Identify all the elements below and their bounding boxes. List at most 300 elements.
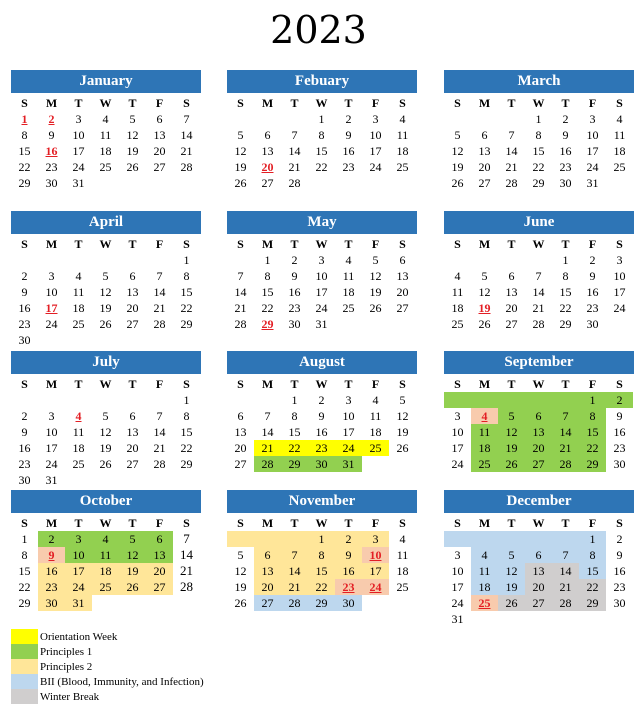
week-row	[11, 143, 201, 159]
empty-cell	[254, 111, 281, 127]
empty-cell	[119, 472, 146, 488]
day-cell: 3	[372, 112, 379, 126]
day-cell: 17	[451, 441, 464, 455]
day-cell: 28	[281, 595, 308, 611]
month-april	[11, 211, 201, 348]
day-cell: 8	[183, 269, 190, 283]
week-row	[444, 284, 634, 300]
day-cell: 21	[180, 563, 193, 578]
empty-cell	[227, 392, 254, 408]
empty-cell	[362, 175, 389, 191]
day-cell: 28	[180, 579, 193, 594]
day-cell: 23	[18, 317, 31, 331]
day-cell: 4	[471, 408, 498, 424]
day-cell: 17	[65, 563, 92, 579]
day-cell: 3	[345, 393, 352, 407]
day-cell: 4	[92, 531, 119, 547]
day-cell: 3	[75, 112, 82, 126]
day-cell: 16	[315, 425, 328, 439]
weekday-label: T	[74, 377, 83, 391]
day-cell: 11	[72, 425, 85, 439]
weekday-row	[227, 376, 417, 392]
day-cell: 5	[102, 269, 109, 283]
day-cell: 27	[254, 595, 281, 611]
day-cell: 15	[180, 285, 193, 299]
day-cell: 29	[18, 596, 31, 610]
day-cell: 9	[616, 409, 623, 423]
legend-item	[11, 644, 204, 659]
day-cell: 24	[335, 440, 362, 456]
day-cell: 1	[318, 112, 325, 126]
day-cell: 4	[102, 112, 109, 126]
day-cell: 11	[92, 547, 119, 563]
day-cell: 23	[38, 579, 65, 595]
day-cell: 8	[291, 409, 298, 423]
day-cell: 10	[613, 269, 626, 283]
day-cell: 18	[451, 301, 464, 315]
day-cell: 30	[38, 595, 65, 611]
day-cell: 13	[126, 425, 139, 439]
empty-cell	[389, 175, 416, 191]
empty-cell	[552, 392, 579, 408]
weekday-label: M	[261, 237, 274, 251]
empty-cell	[65, 332, 92, 348]
day-cell: 20	[254, 579, 281, 595]
month-header: April	[11, 211, 201, 234]
week-row	[444, 595, 634, 611]
month-december	[444, 490, 634, 627]
day-cell: 12	[119, 547, 146, 563]
day-cell: 25	[92, 579, 119, 595]
month-header: Febuary	[227, 70, 417, 93]
empty-cell	[498, 111, 525, 127]
empty-cell	[444, 392, 471, 408]
day-cell: 14	[180, 547, 193, 562]
day-cell: 22	[18, 580, 31, 594]
day-cell: 10	[586, 128, 599, 142]
weekday-row	[11, 376, 201, 392]
day-cell: 2	[21, 269, 28, 283]
day-cell: 5	[372, 253, 379, 267]
day-cell: 2	[48, 112, 55, 126]
weekday-label: T	[128, 377, 137, 391]
day-cell: 11	[451, 285, 464, 299]
day-cell: 17	[45, 441, 58, 455]
day-cell: 1	[308, 531, 335, 547]
empty-cell	[525, 611, 552, 627]
day-cell: 27	[396, 301, 409, 315]
day-cell: 18	[92, 563, 119, 579]
day-cell: 3	[589, 112, 596, 126]
day-cell: 17	[362, 563, 389, 579]
day-cell: 23	[18, 457, 31, 471]
day-cell: 21	[288, 160, 301, 174]
week-row	[444, 547, 634, 563]
week-row	[11, 300, 201, 316]
day-cell: 15	[579, 563, 606, 579]
day-cell: 23	[288, 301, 301, 315]
week-row	[11, 111, 201, 127]
day-cell: 23	[308, 440, 335, 456]
day-cell: 20	[126, 301, 139, 315]
day-cell: 24	[72, 160, 85, 174]
day-cell: 1	[535, 112, 542, 126]
weekday-label: W	[532, 377, 545, 391]
day-cell: 27	[525, 595, 552, 611]
legend-swatch	[11, 689, 38, 704]
day-cell: 18	[471, 579, 498, 595]
weekday-label: S	[21, 516, 28, 530]
day-cell: 2	[606, 392, 633, 408]
day-cell: 11	[396, 548, 409, 562]
weekday-label: T	[128, 516, 137, 530]
weekday-label: W	[315, 237, 328, 251]
day-cell: 21	[281, 579, 308, 595]
month-january	[11, 70, 201, 191]
week-row	[444, 316, 634, 332]
week-row	[227, 143, 417, 159]
day-cell: 13	[396, 269, 409, 283]
week-row	[11, 392, 201, 408]
day-cell: 24	[369, 160, 382, 174]
day-cell: 25	[613, 160, 626, 174]
weekday-label: F	[371, 516, 380, 530]
weekday-label: F	[371, 237, 380, 251]
day-cell: 5	[498, 547, 525, 563]
day-cell: 16	[45, 144, 58, 158]
month-febuary	[227, 70, 417, 191]
day-cell: 3	[48, 269, 55, 283]
empty-cell	[11, 392, 38, 408]
weekday-row	[227, 236, 417, 252]
empty-cell	[606, 175, 633, 191]
day-cell: 9	[21, 425, 28, 439]
day-cell: 26	[451, 176, 464, 190]
day-cell: 30	[559, 176, 572, 190]
empty-cell	[525, 252, 552, 268]
legend-item	[11, 689, 204, 704]
weekday-label: T	[561, 377, 570, 391]
day-cell: 29	[532, 176, 545, 190]
day-cell: 5	[129, 112, 136, 126]
week-row	[11, 284, 201, 300]
day-cell: 26	[99, 457, 112, 471]
week-row	[11, 440, 201, 456]
day-cell: 25	[396, 160, 409, 174]
weekday-label: T	[507, 237, 516, 251]
day-cell: 9	[38, 547, 65, 563]
day-cell: 8	[21, 548, 28, 562]
empty-cell	[65, 392, 92, 408]
empty-cell	[38, 252, 65, 268]
weekday-label: M	[45, 96, 58, 110]
day-cell: 26	[234, 176, 247, 190]
day-cell: 14	[234, 285, 247, 299]
empty-cell	[173, 332, 200, 348]
empty-cell	[38, 392, 65, 408]
day-cell: 20	[525, 579, 552, 595]
day-cell: 15	[559, 285, 572, 299]
day-cell: 8	[21, 128, 28, 142]
day-cell: 15	[288, 425, 301, 439]
day-cell: 9	[48, 128, 55, 142]
month-header: June	[444, 211, 634, 234]
day-cell: 28	[552, 595, 579, 611]
week-row	[227, 284, 417, 300]
weekday-label: T	[344, 237, 353, 251]
day-cell: 17	[451, 580, 464, 594]
day-cell: 10	[65, 547, 92, 563]
day-cell: 16	[613, 425, 626, 439]
day-cell: 15	[308, 563, 335, 579]
weekday-label: F	[371, 377, 380, 391]
month-july	[11, 351, 201, 488]
legend-swatch	[11, 659, 38, 674]
day-cell: 19	[369, 285, 382, 299]
month-august	[227, 351, 417, 472]
empty-cell	[308, 175, 335, 191]
week-row	[227, 159, 417, 175]
week-row	[444, 531, 634, 547]
weekday-label: S	[454, 516, 461, 530]
day-cell: 12	[234, 564, 247, 578]
weekday-row	[11, 515, 201, 531]
week-row	[227, 111, 417, 127]
empty-cell	[119, 332, 146, 348]
day-cell: 30	[335, 595, 362, 611]
day-cell: 11	[471, 563, 498, 579]
weekday-label: S	[183, 96, 190, 110]
day-cell: 27	[153, 160, 166, 174]
day-cell: 28	[153, 317, 166, 331]
weekday-label: T	[128, 237, 137, 251]
month-header: May	[227, 211, 417, 234]
day-cell: 31	[72, 176, 85, 190]
weekday-label: T	[344, 377, 353, 391]
day-cell: 10	[369, 128, 382, 142]
day-cell: 19	[126, 144, 139, 158]
day-cell: 30	[586, 317, 599, 331]
legend-label: BII (Blood, Immunity, and Infection)	[40, 675, 204, 688]
empty-cell	[444, 252, 471, 268]
day-cell: 12	[99, 425, 112, 439]
weekday-label: W	[315, 377, 328, 391]
weekday-row	[444, 236, 634, 252]
day-cell: 23	[559, 160, 572, 174]
empty-cell	[11, 252, 38, 268]
week-row	[227, 252, 417, 268]
day-cell: 23	[45, 160, 58, 174]
day-cell: 8	[535, 128, 542, 142]
week-row	[444, 392, 634, 408]
weekday-label: M	[261, 516, 274, 530]
day-cell: 16	[335, 563, 362, 579]
week-row	[11, 408, 201, 424]
empty-cell	[498, 392, 525, 408]
day-cell: 7	[183, 112, 190, 126]
day-cell: 31	[335, 456, 362, 472]
day-cell: 14	[180, 128, 193, 142]
day-cell: 13	[234, 425, 247, 439]
weekday-label: S	[399, 237, 406, 251]
day-cell: 17	[342, 425, 355, 439]
day-cell: 12	[99, 285, 112, 299]
weekday-label: T	[507, 516, 516, 530]
day-cell: 3	[362, 531, 389, 547]
day-cell: 28	[505, 176, 518, 190]
week-row	[227, 300, 417, 316]
legend-swatch	[11, 629, 38, 644]
day-cell: 2	[616, 532, 623, 546]
day-cell: 7	[535, 269, 542, 283]
day-cell: 20	[234, 441, 247, 455]
day-cell: 21	[254, 440, 281, 456]
day-cell: 9	[318, 409, 325, 423]
day-cell: 28	[552, 456, 579, 472]
week-row	[444, 159, 634, 175]
weekday-label: T	[344, 516, 353, 530]
month-june	[444, 211, 634, 332]
day-cell: 23	[613, 441, 626, 455]
weekday-label: S	[616, 96, 623, 110]
month-header: August	[227, 351, 417, 374]
week-row	[227, 408, 417, 424]
day-cell: 1	[21, 532, 28, 546]
day-cell: 6	[237, 409, 244, 423]
month-header: March	[444, 70, 634, 93]
empty-cell	[362, 456, 389, 472]
empty-cell	[471, 111, 498, 127]
day-cell: 26	[119, 579, 146, 595]
week-row	[444, 579, 634, 595]
day-cell: 6	[481, 128, 488, 142]
weekday-label: W	[532, 237, 545, 251]
day-cell: 14	[505, 144, 518, 158]
weekday-label: F	[371, 96, 380, 110]
day-cell: 21	[505, 160, 518, 174]
day-cell: 16	[18, 301, 31, 315]
day-cell: 15	[18, 564, 31, 578]
day-cell: 19	[99, 441, 112, 455]
day-cell: 27	[505, 317, 518, 331]
day-cell: 12	[498, 563, 525, 579]
weekday-label: W	[99, 96, 112, 110]
day-cell: 17	[369, 144, 382, 158]
week-row	[227, 563, 417, 579]
day-cell: 4	[616, 112, 623, 126]
day-cell: 13	[126, 285, 139, 299]
day-cell: 7	[291, 128, 298, 142]
weekday-label: S	[237, 237, 244, 251]
week-row	[444, 440, 634, 456]
day-cell: 16	[18, 441, 31, 455]
weekday-label: S	[21, 377, 28, 391]
weekday-label: T	[507, 377, 516, 391]
weekday-label: T	[561, 96, 570, 110]
week-row	[227, 424, 417, 440]
day-cell: 22	[532, 160, 545, 174]
empty-cell	[471, 611, 498, 627]
day-cell: 18	[99, 144, 112, 158]
week-row	[444, 175, 634, 191]
day-cell: 4	[399, 532, 406, 546]
day-cell: 9	[562, 128, 569, 142]
day-cell: 19	[234, 160, 247, 174]
day-cell: 3	[48, 409, 55, 423]
day-cell: 2	[335, 531, 362, 547]
empty-cell	[146, 252, 173, 268]
day-cell: 30	[613, 596, 626, 610]
day-cell: 1	[21, 112, 28, 126]
day-cell: 16	[342, 144, 355, 158]
day-cell: 30	[288, 317, 301, 331]
empty-cell	[173, 595, 200, 611]
day-cell: 1	[579, 392, 606, 408]
week-row	[11, 531, 201, 547]
empty-cell	[92, 392, 119, 408]
day-cell: 24	[315, 301, 328, 315]
day-cell: 22	[579, 440, 606, 456]
day-cell: 17	[315, 285, 328, 299]
day-cell: 19	[498, 440, 525, 456]
day-cell: 18	[72, 441, 85, 455]
empty-cell	[65, 472, 92, 488]
weekday-label: S	[399, 377, 406, 391]
week-row	[11, 268, 201, 284]
weekday-label: T	[74, 516, 83, 530]
week-row	[227, 127, 417, 143]
day-cell: 29	[18, 176, 31, 190]
day-cell: 11	[471, 424, 498, 440]
day-cell: 17	[586, 144, 599, 158]
day-cell: 6	[264, 128, 271, 142]
empty-cell	[498, 531, 525, 547]
legend-label: Principles 1	[40, 645, 93, 658]
weekday-label: T	[507, 96, 516, 110]
weekday-label: T	[74, 96, 83, 110]
day-cell: 4	[345, 253, 352, 267]
day-cell: 5	[102, 409, 109, 423]
day-cell: 28	[180, 160, 193, 174]
legend-label: Orientation Week	[40, 630, 118, 643]
day-cell: 3	[616, 253, 623, 267]
day-cell: 6	[525, 408, 552, 424]
day-cell: 11	[369, 409, 382, 423]
month-november	[227, 490, 417, 611]
day-cell: 9	[291, 269, 298, 283]
day-cell: 29	[261, 317, 274, 331]
empty-cell	[92, 252, 119, 268]
day-cell: 22	[180, 301, 193, 315]
day-cell: 6	[156, 112, 163, 126]
empty-cell	[444, 111, 471, 127]
weekday-label: S	[616, 377, 623, 391]
day-cell: 5	[237, 128, 244, 142]
legend-label: Winter Break	[40, 690, 100, 703]
day-cell: 19	[396, 425, 409, 439]
day-cell: 28	[288, 176, 301, 190]
empty-cell	[119, 175, 146, 191]
day-cell: 18	[396, 564, 409, 578]
empty-cell	[227, 531, 254, 547]
month-header: November	[227, 490, 417, 513]
day-cell: 27	[146, 579, 173, 595]
month-header: July	[11, 351, 201, 374]
month-march	[444, 70, 634, 191]
day-cell: 29	[308, 595, 335, 611]
month-header: September	[444, 351, 634, 374]
empty-cell	[146, 472, 173, 488]
